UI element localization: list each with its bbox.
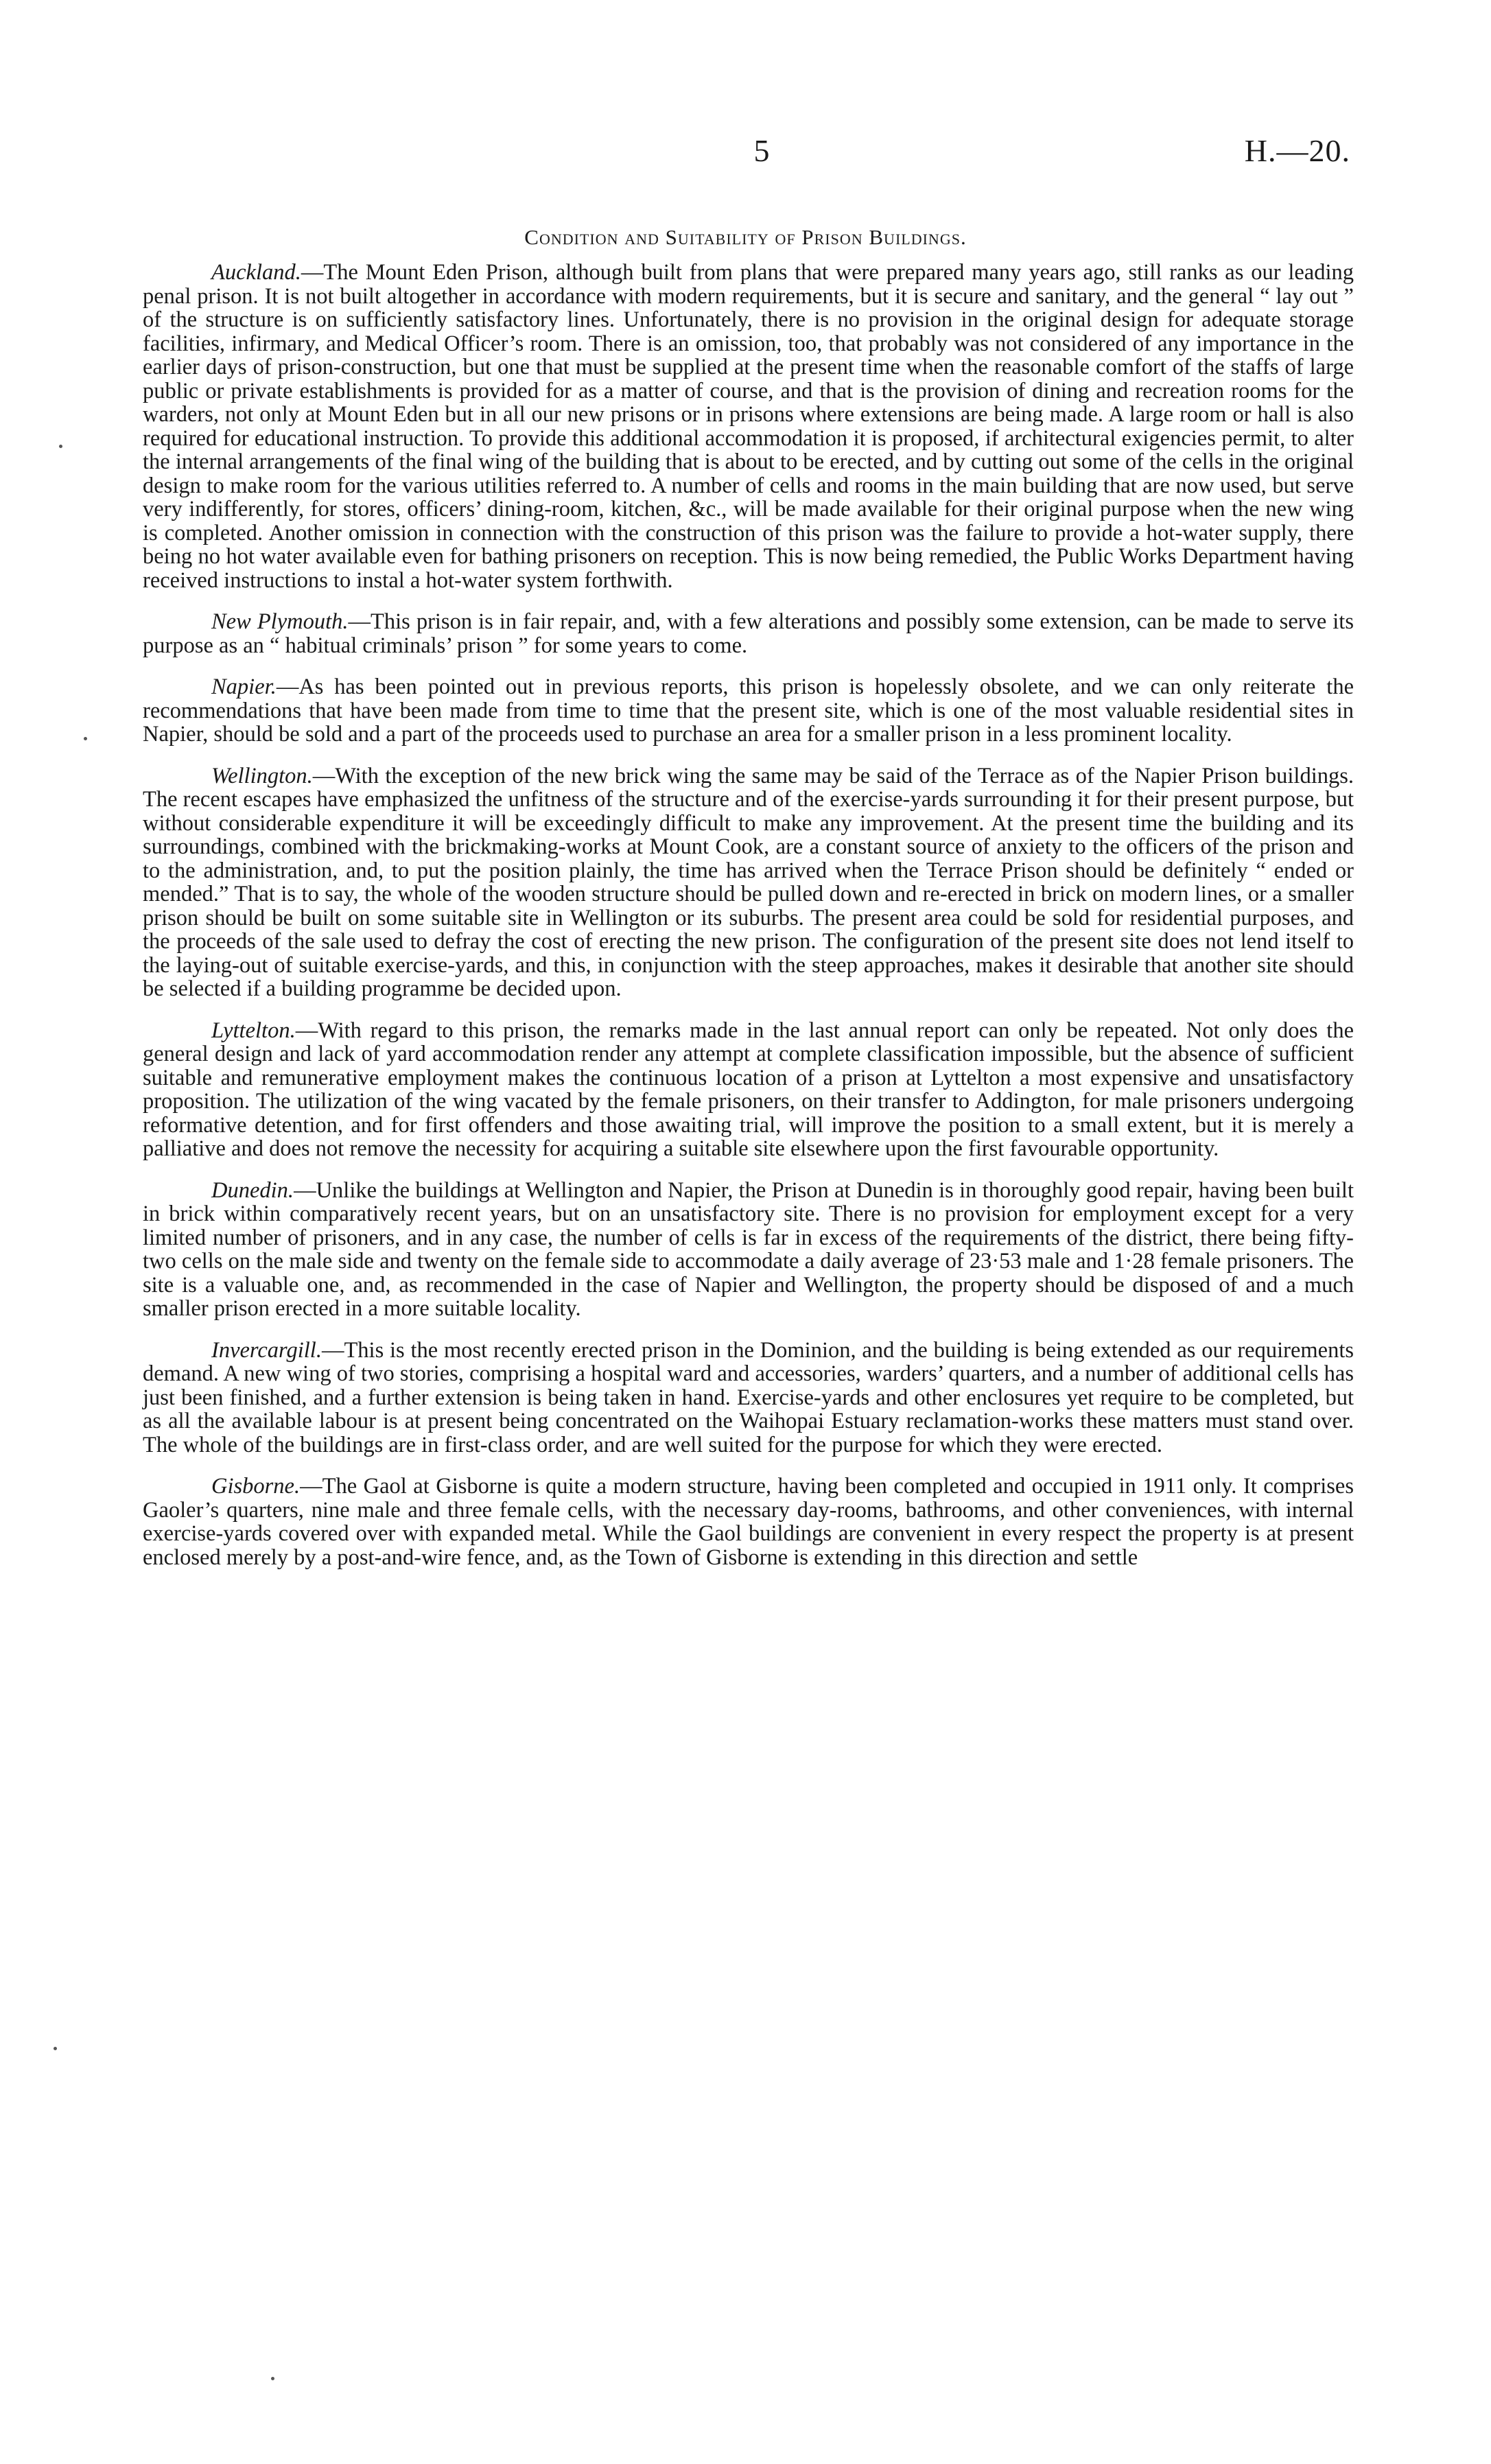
paragraph-text: —As has been pointed out in previous reports, this prison is hopelessly obsolete, and we can only reiterate the recommendations that have been made from time to time that the present site, which is one of the most valuable residential sites in Napier, should be sold and a part of the proceeds used to purchase an area for a smaller prison in a less prominent locality. (143, 674, 1354, 747)
paragraph-text: —This prison is in fair repair, and, with a few alterations and possibly some extension, can be made to serve its purpose as an “ habitual criminals’ prison ” for some years to come. (143, 609, 1354, 658)
paragraph-dunedin (143, 1179, 1354, 1321)
scan-speck (59, 445, 62, 448)
paragraph-text: —The Mount Eden Prison, although built from plans that were prepared many years ago, still ranks as our leading penal prison. It is not built altogether in accordance with modern requirements, but it is secure and sanitary, and the general “ lay out ” of the structure is on sufficiently satisfactory lines. Unfortunately, there is no provision in the original design for adequate storage facilities, infirmary, and Medical Officer’s room. There is an omission, too, that probably was not considered of any importance in the earlier days of prison-construction, but one that must be supplied at the present time when the reasonable comfort of the staffs of large public or private establishments is provided for as a matter of course, and that is the provision of dining and recreation rooms for the warders, not only at Mount Eden but in all our new prisons or in prisons where extensions are being made. A large room or hall is also required for educational instruction. To provide this additional accommodation it is proposed, if architectural exigencies permit, to alter the internal arrangements of the final wing of the building that is about to be erected, and by cutting out some of the cells in the original design to make room for the various utilities referred to. A number of cells and rooms in the main building that are now used, but serve very indifferently, for stores, officers’ dining-room, kitchen, &c., will be made available for their original purpose when the new wing is completed. Another omission in connection with the construction of this prison was the failure to provide a hot-water supply, there being no hot water available even for bathing prisoners on reception. This is now being remedied, the Public Works Department having received instructions to instal a hot-water system forthwith. (143, 260, 1354, 593)
paragraph-gisborne (143, 1475, 1354, 1569)
place-name: Gisborne. (211, 1474, 301, 1499)
paragraph-text: —Unlike the buildings at Wellington and Napier, the Prison at Dunedin is in thoroughly good repair, having been built in brick within comparatively recent years, but on an unsatisfactory site. There is no provision for employment except for a very limited number of prisoners, and in any case, the number of cells is far in excess of the requirements of the district, there being fifty-two cells on the male side and twenty on the female side to accommodate a daily average of 23·53 male and 1·28 female prisoners. The site is a valuable one, and, as recommended in the case of Napier and Wellington, the property should be disposed of and a much smaller prison erected in a more suitable locality. (143, 1177, 1354, 1321)
place-name: Dunedin. (211, 1177, 294, 1203)
scan-speck (84, 737, 87, 740)
paragraph-auckland (143, 261, 1354, 592)
place-name: Wellington. (211, 763, 313, 788)
paragraph-text: —With the exception of the new brick wing the same may be said of the Terrace as of the Napier Prison buildings. The recent escapes have emphasized the unfitness of the structure and of the exercise-yards surrounding it for their present purpose, but without considerable expenditure it will be exceedingly difficult to make any improvement. At the present time the building and its surroundings, combined with the brickmaking-works at Mount Cook, are a constant source of anxiety to the officers of the prison and to the administration, and, to put the position plainly, the time has arrived when the Terrace Prison should be definitely “ ended or mended.” That is to say, the whole of the wooden structure should be pulled down and re-erected in brick on modern lines, or a smaller prison should be built on some suitable site in Wellington or its suburbs. The present area could be sold for residential purposes, and the proceeds of the sale used to defray the cost of erecting the new prison. The configuration of the present site does not lend itself to the laying-out of suitable exercise-yards, and this, in conjunction with the steep approaches, makes it desirable that another site should be selected if a building programme be decided upon. (143, 763, 1354, 1001)
scan-speck (271, 2377, 274, 2380)
paragraph-lyttelton (143, 1019, 1354, 1161)
page-number: 5 (753, 133, 770, 168)
scan-speck (54, 2047, 57, 2050)
place-name: New Plymouth. (211, 609, 349, 634)
place-name: Lyttelton. (211, 1018, 296, 1043)
paragraph-wellington (143, 764, 1354, 1001)
place-name: Napier. (211, 674, 277, 699)
place-name: Invercargill. (211, 1337, 322, 1363)
document-reference: H.—20. (1244, 133, 1350, 168)
paragraph-text: —This is the most recently erected prison in the Dominion, and the building is being extended as our requirements demand. A new wing of two stories, comprising a hospital ward and accessories, warders’ quarters, and a number of additional cells has just been finished, and a further extension is being taken in hand. Exercise-yards and other enclosures yet require to be completed, but as all the available labour is at present being concentrated on the Waihopai Estuary reclamation-works these matters must stand over. The whole of the buildings are in first-class order, and are well suited for the purpose for which they were erected. (143, 1337, 1354, 1457)
section-heading: Condition and Suitability of Prison Buildings. (524, 225, 967, 249)
paragraph-napier (143, 675, 1354, 747)
paragraph-new-plymouth (143, 610, 1354, 657)
paragraph-text: —The Gaol at Gisborne is quite a modern structure, having been completed and occupied in 1911 only. It comprises Gaoler’s quarters, nine male and three female cells, with the necessary day-rooms, bathrooms, and other conveniences, with internal exercise-yards covered over with expanded metal. While the Gaol buildings are convenient in every respect the property is at present enclosed merely by a post-and-wire fence, and, as the Town of Gisborne is extending in this direction and settle (143, 1474, 1354, 1570)
paragraph-text: —With regard to this prison, the remarks made in the last annual report can only be repeated. Not only does the general design and lack of yard accommodation render any attempt at complete classification impossible, but the absence of sufficient suitable and remunerative employment makes the continuous location of a prison at Lyttelton a most expensive and unsatisfactory proposition. The utilization of the wing vacated by the female prisoners, on their transfer to Addington, for male prisoners undergoing reformative detention, and for first offenders and those awaiting trial, will improve the position to a small extent, but it is merely a palliative and does not remove the necessity for acquiring a suitable site elsewhere upon the first favourable opportunity. (143, 1018, 1354, 1161)
paragraph-invercargill (143, 1339, 1354, 1457)
place-name: Auckland. (211, 260, 301, 285)
body-text (143, 261, 1354, 1587)
